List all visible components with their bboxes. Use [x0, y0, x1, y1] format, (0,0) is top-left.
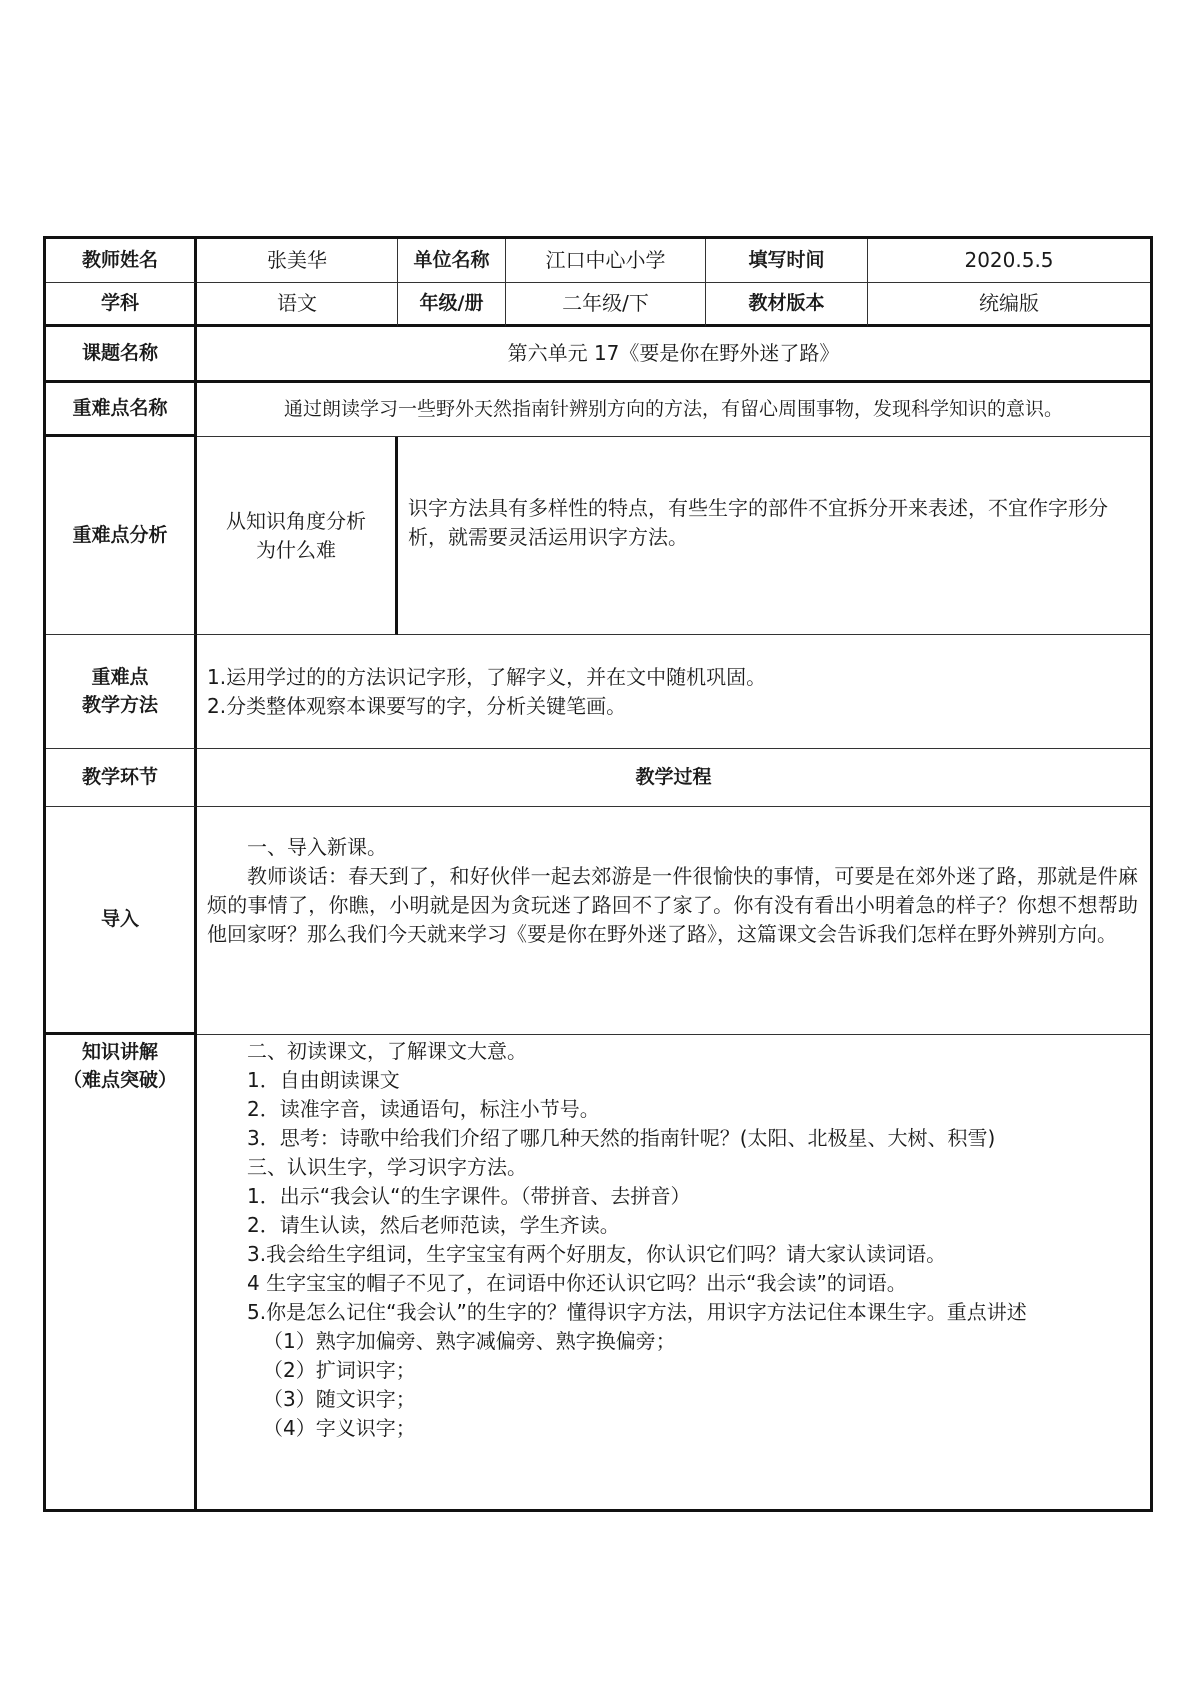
knowledge-label-line2: （难点突破）: [62, 1068, 177, 1091]
unit-value: 江口中心小学: [506, 239, 706, 283]
teacher-label: 教师姓名: [46, 239, 197, 283]
knowledge-line-3: 2．读准字音，读通语句，标注小节号。: [247, 1097, 600, 1121]
analysis-sub-label: 从知识角度分析为什么难: [197, 437, 398, 635]
method-item-2: 2.分类整体观察本课要写的字，分析关键笔画。: [207, 693, 627, 718]
grade-value: 二年级/下: [506, 283, 706, 327]
knowledge-line-10: 5.你是怎么记住“我会认”的生字的？懂得识字方法，用识字方法记住本课生字。重点讲述: [247, 1300, 1027, 1324]
lesson-plan-table: [43, 236, 1153, 1512]
edition-value: 统编版: [868, 283, 1150, 327]
knowledge-line-4: 3．思考：诗歌中给我们介绍了哪几种天然的指南针呢？(太阳、北极星、大树、积雪): [247, 1126, 996, 1150]
intro-body: 教师谈话：春天到了，和好伙伴一起去郊游是一件很愉快的事情，可要是在郊外迷了路，那就是件麻烦的事情了，你瞧，小明就是因为贪玩迷了路回不了家了。你有没有看出小明着急的样子？你想不想帮助他回家呀？那么我们今天就来学习《要是你在野外迷了路》，这篇课文会告诉我们怎样在野外辨别方向。: [207, 864, 1138, 946]
knowledge-line-9: 4 生字宝宝的帽子不见了，在词语中你还认识它吗？出示“我会读”的词语。: [247, 1271, 907, 1295]
knowledge-content: [197, 1035, 1150, 1509]
knowledge-label-line1: 知识讲解: [81, 1041, 158, 1063]
knowledge-sub-item-4: （4）字义识字；: [263, 1416, 416, 1440]
knowledge-sub-item-1: （1）熟字加偏旁、熟字减偏旁、熟字换偏旁；: [263, 1329, 676, 1353]
knowledge-line-6: 1．出示“我会认“的生字课件。（带拼音、去拼音）: [247, 1184, 691, 1208]
intro-label: 导入: [46, 807, 197, 1035]
analysis-content: 识字方法具有多样性的特点，有些生字的部件不宜拆分开来表述，不宜作字形分析，就需要灵活运用识字方法。: [398, 437, 1150, 635]
analysis-label: 重难点分析: [46, 437, 197, 635]
subject-value: 语文: [197, 283, 398, 327]
topic-label: 课题名称: [46, 327, 197, 383]
knowledge-sub-item-3: （3）随文识字；: [263, 1387, 416, 1411]
subject-label: 学科: [46, 283, 197, 327]
knowledge-sub-item-2: （2）扩词识字；: [263, 1358, 416, 1382]
process-header: 教学过程: [197, 749, 1150, 807]
knowledge-line-5: 三、认识生字，学习识字方法。: [247, 1155, 527, 1179]
intro-content: [197, 807, 1150, 1035]
knowledge-line-8: 3.我会给生字组词，生字宝宝有两个好朋友，你认识它们吗？请大家认读词语。: [247, 1242, 947, 1266]
topic-value: 第六单元 17《要是你在野外迷了路》: [197, 327, 1150, 383]
knowledge-line-7: 2．请生认读，然后老师范读，学生齐读。: [247, 1213, 620, 1237]
method-content: [197, 635, 1150, 749]
key-point-label: 重难点名称: [46, 383, 197, 437]
knowledge-label: [46, 1035, 197, 1509]
grade-label: 年级/册: [398, 283, 506, 327]
time-label: 填写时间: [706, 239, 868, 283]
edition-label: 教材版本: [706, 283, 868, 327]
teacher-value: 张美华: [197, 239, 398, 283]
method-item-1: 1.运用学过的的方法识记字形，了解字义，并在文中随机巩固。: [207, 664, 767, 689]
unit-label: 单位名称: [398, 239, 506, 283]
method-label-line1: 重难点: [91, 665, 149, 688]
intro-heading: 一、导入新课。: [247, 835, 387, 859]
key-point-value: 通过朗读学习一些野外天然指南针辨别方向的方法，有留心周围事物，发现科学知识的意识。: [197, 383, 1150, 437]
time-value: 2020.5.5: [868, 239, 1150, 283]
method-label-line2: 教学方法: [81, 693, 158, 716]
method-label: [46, 635, 197, 749]
knowledge-line-1: 二、初读课文，了解课文大意。: [247, 1039, 527, 1063]
process-stage-header: 教学环节: [46, 749, 197, 807]
knowledge-line-2: 1．自由朗读课文: [247, 1068, 400, 1092]
